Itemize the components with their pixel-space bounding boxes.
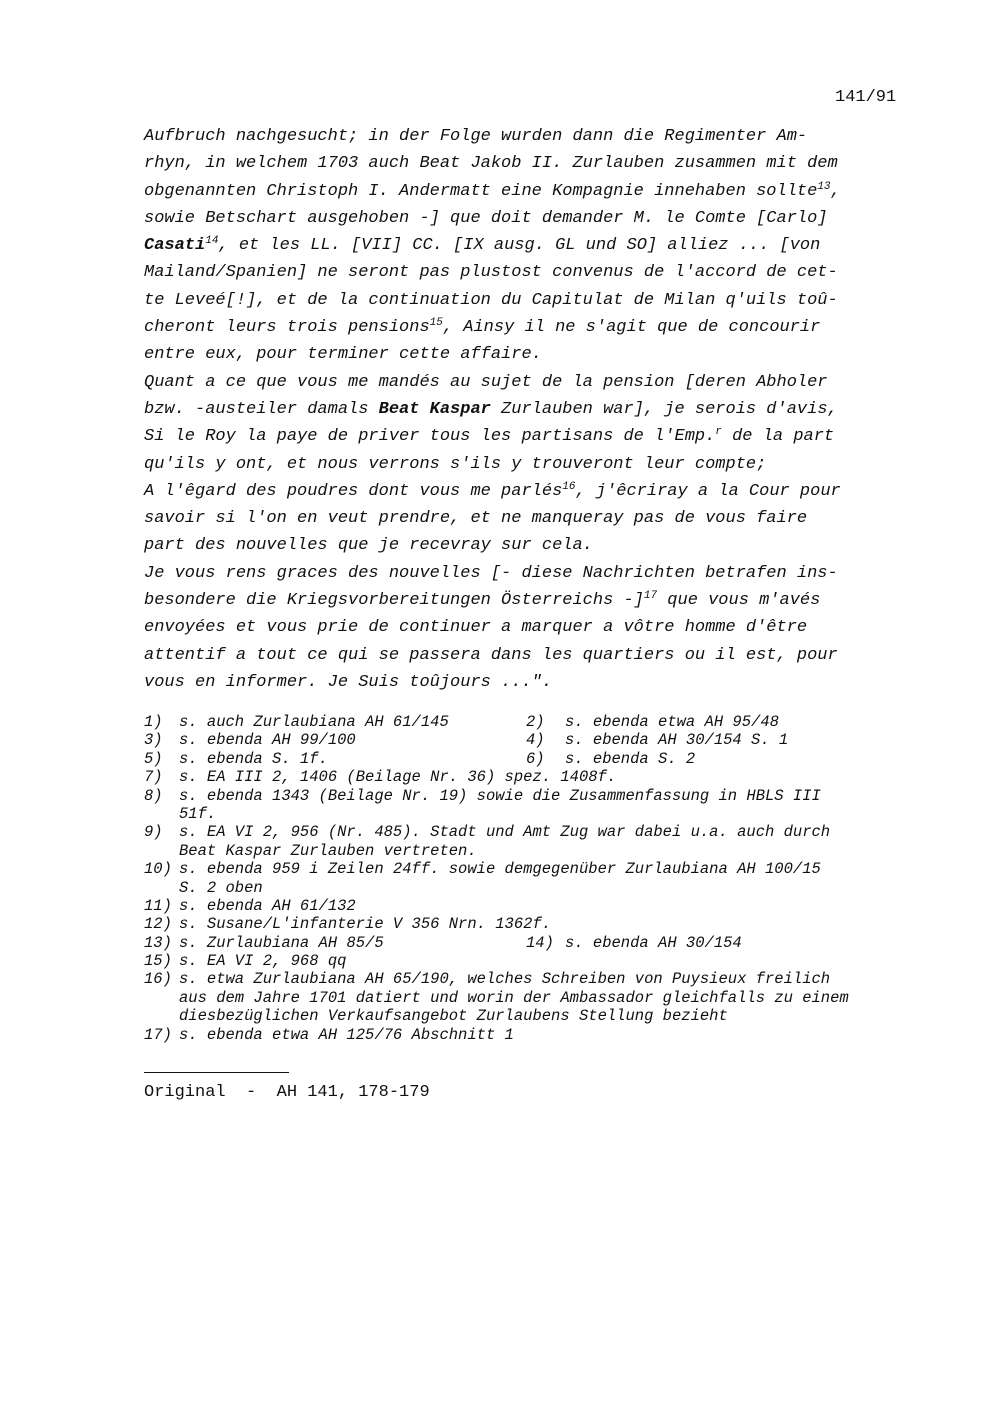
- footnote-row: [144, 750, 924, 768]
- footnote-text: s. Zurlaubiana AH 85/5: [179, 933, 384, 952]
- footnote-number: 11): [144, 896, 172, 915]
- footnote-number: 14): [526, 933, 554, 952]
- footnote-row: [144, 970, 924, 988]
- footnote-number: 17): [144, 1025, 172, 1044]
- footnote-row: [144, 934, 924, 952]
- original-reference: Original - AH 141, 178-179: [144, 1083, 430, 1102]
- text-segment: obgenannten Christoph I. Andermatt eine Kompagnie innehaben sollte: [144, 181, 818, 201]
- footnote-ref: 17: [643, 590, 658, 603]
- footnotes: [144, 713, 924, 1044]
- footnote-row: [144, 915, 924, 933]
- text-segment: besondere die Kriegsvorbereitungen Österreichs -]: [144, 591, 644, 611]
- footnote-row: [144, 952, 924, 970]
- bold-name: Beat Kaspar: [378, 399, 491, 419]
- footnote-number: 8): [144, 786, 163, 805]
- footnote-row: [144, 1026, 924, 1044]
- footnote-row: [144, 787, 924, 805]
- footnote-ref: 14: [205, 235, 219, 248]
- text-segment: Zurlauben war], je serois d'avis,: [490, 399, 838, 419]
- footnote-row: [144, 879, 924, 897]
- text-line: te Leveé[!], et de la continuation du Capitulat de Milan q'uils toû-: [144, 290, 838, 310]
- text-segment: de la part: [721, 427, 835, 447]
- footnote-text: s. auch Zurlaubiana AH 61/145: [179, 713, 449, 731]
- text-segment: ,: [830, 181, 841, 201]
- footnote-row: [144, 989, 924, 1007]
- footnote-row: [144, 823, 924, 841]
- footnote-continuation: 51f.: [179, 804, 217, 823]
- text-line: [144, 178, 914, 205]
- text-line: savoir si l'on en veut prendre, et ne manqueray pas de vous faire: [144, 509, 808, 529]
- footnote-text: s. ebenda AH 61/132: [179, 896, 356, 915]
- footnote-text: s. ebenda AH 99/100: [179, 731, 356, 750]
- text-line: Je vous rens graces des nouvelles [- diese Nachrichten betrafen ins-: [144, 563, 838, 583]
- footnote-text: s. EA VI 2, 968 qq: [179, 952, 347, 971]
- text-line: envoyées et vous prie de continuer a marquer a vôtre homme d'être: [144, 618, 808, 638]
- footnote-continuation: diesbezüglichen Verkaufsangebot Zurlaubens Stellung bezieht: [179, 1007, 728, 1026]
- footnote-text: s. ebenda 959 i Zeilen 24ff. sowie demgegenüber Zurlaubiana AH 100/15: [179, 860, 821, 879]
- footnote-row: [144, 1007, 924, 1025]
- footnote-row: [144, 731, 924, 749]
- footnote-text: s. EA VI 2, 956 (Nr. 485). Stadt und Amt Zug war dabei u.a. auch durch: [179, 823, 831, 842]
- footnote-row: [144, 805, 924, 823]
- footnote-text: s. ebenda etwa AH 125/76 Abschnitt 1: [179, 1025, 514, 1044]
- text-line: attentif a tout ce qui se passera dans les quartiers ou il est, pour: [144, 645, 838, 665]
- footnote-number: 1): [144, 713, 163, 731]
- footnote-text: s. EA III 2, 1406 (Beilage Nr. 36) spez. 1408f.: [179, 768, 617, 787]
- footnote-row: [144, 713, 924, 731]
- footnote-number: 6): [526, 749, 545, 768]
- text-line: [144, 423, 914, 450]
- text-line: qu'ils y ont, et nous verrons s'ils y trouveront leur compte;: [144, 454, 767, 474]
- footnote-number: 10): [144, 860, 172, 879]
- text-line: Quant a ce que vous me mandés au sujet de la pension [deren Abholer: [144, 372, 828, 392]
- text-line: [144, 396, 914, 423]
- text-segment: que vous m'avés: [657, 591, 821, 611]
- body-text: [144, 123, 914, 696]
- footnote-row: [144, 768, 924, 786]
- footnote-row: [144, 842, 924, 860]
- footnote-number: 4): [526, 731, 545, 750]
- footnote-number: 12): [144, 915, 172, 934]
- footnote-text: s. etwa Zurlaubiana AH 65/190, welches Schreiben von Puysieux freilich: [179, 970, 831, 989]
- footnote-number: 15): [144, 952, 172, 971]
- footnote-number: 13): [144, 933, 172, 952]
- footnote-number: 7): [144, 768, 163, 787]
- divider: [144, 1072, 289, 1073]
- text-line: rhyn, in welchem 1703 auch Beat Jakob II. Zurlauben zusammen mit dem: [144, 154, 838, 174]
- footnote-row: [144, 897, 924, 915]
- footnote-text: s. ebenda AH 30/154 S. 1: [565, 731, 789, 750]
- superscript: r: [715, 426, 722, 439]
- footnote-text: s. ebenda S. 1f.: [179, 749, 328, 768]
- text-line: sowie Betschart ausgehoben -] que doit demander M. le Comte [Carlo]: [144, 208, 828, 228]
- text-line: [144, 478, 914, 505]
- footnote-number: 9): [144, 823, 163, 842]
- text-line: Mailand/Spanien] ne seront pas plustost convenus de l'accord de cet-: [144, 263, 838, 283]
- text-line: [144, 232, 914, 259]
- footnote-continuation: Beat Kaspar Zurlauben vertreten.: [179, 841, 477, 860]
- footnote-ref: 15: [429, 317, 443, 330]
- footnote-text: s. ebenda etwa AH 95/48: [565, 713, 779, 731]
- text-segment: bzw. -austeiler damals: [144, 399, 379, 419]
- footnote-number: 5): [144, 749, 163, 768]
- text-line: entre eux, pour terminer cette affaire.: [144, 345, 542, 365]
- text-segment: cheront leurs trois pensions: [144, 318, 430, 338]
- text-segment: , et les LL. [VII] CC. [IX ausg. GL und SO] alliez ... [von: [218, 236, 821, 256]
- text-segment: , j'êcriray a la Cour pour: [575, 481, 841, 501]
- text-line: part des nouvelles que je recevray sur cela.: [144, 536, 593, 556]
- bold-name: Casati: [144, 236, 206, 256]
- footnote-number: 2): [526, 713, 545, 731]
- text-segment: Si le Roy la paye de priver tous les partisans de l'Emp.: [144, 427, 716, 447]
- footnote-continuation: aus dem Jahre 1701 datiert und worin der Ambassador gleichfalls zu einem: [179, 988, 849, 1007]
- footnote-ref: 16: [562, 480, 576, 493]
- footnote-text: s. ebenda 1343 (Beilage Nr. 19) sowie die Zusammenfassung in HBLS III: [179, 786, 821, 805]
- text-line: [144, 314, 914, 341]
- footnote-number: 16): [144, 970, 172, 989]
- text-line: [144, 587, 914, 614]
- footnote-continuation: S. 2 oben: [179, 878, 263, 897]
- text-segment: , Ainsy il ne s'agit que de concourir: [442, 318, 821, 338]
- page-number: 141/91: [835, 88, 897, 107]
- footnote-text: s. ebenda AH 30/154: [565, 933, 742, 952]
- text-line: Aufbruch nachgesucht; in der Folge wurden dann die Regimenter Am-: [144, 127, 808, 146]
- footnote-row: [144, 860, 924, 878]
- text-segment: A l'êgard des poudres dont vous me parlés: [144, 481, 563, 501]
- text-line: vous en informer. Je Suis toûjours ...".: [144, 672, 553, 692]
- footnote-text: s. ebenda S. 2: [565, 749, 696, 768]
- footnote-text: s. Susane/L'infanterie V 356 Nrn. 1362f.: [179, 915, 552, 934]
- footnote-ref: 13: [817, 180, 831, 193]
- footnote-number: 3): [144, 731, 163, 750]
